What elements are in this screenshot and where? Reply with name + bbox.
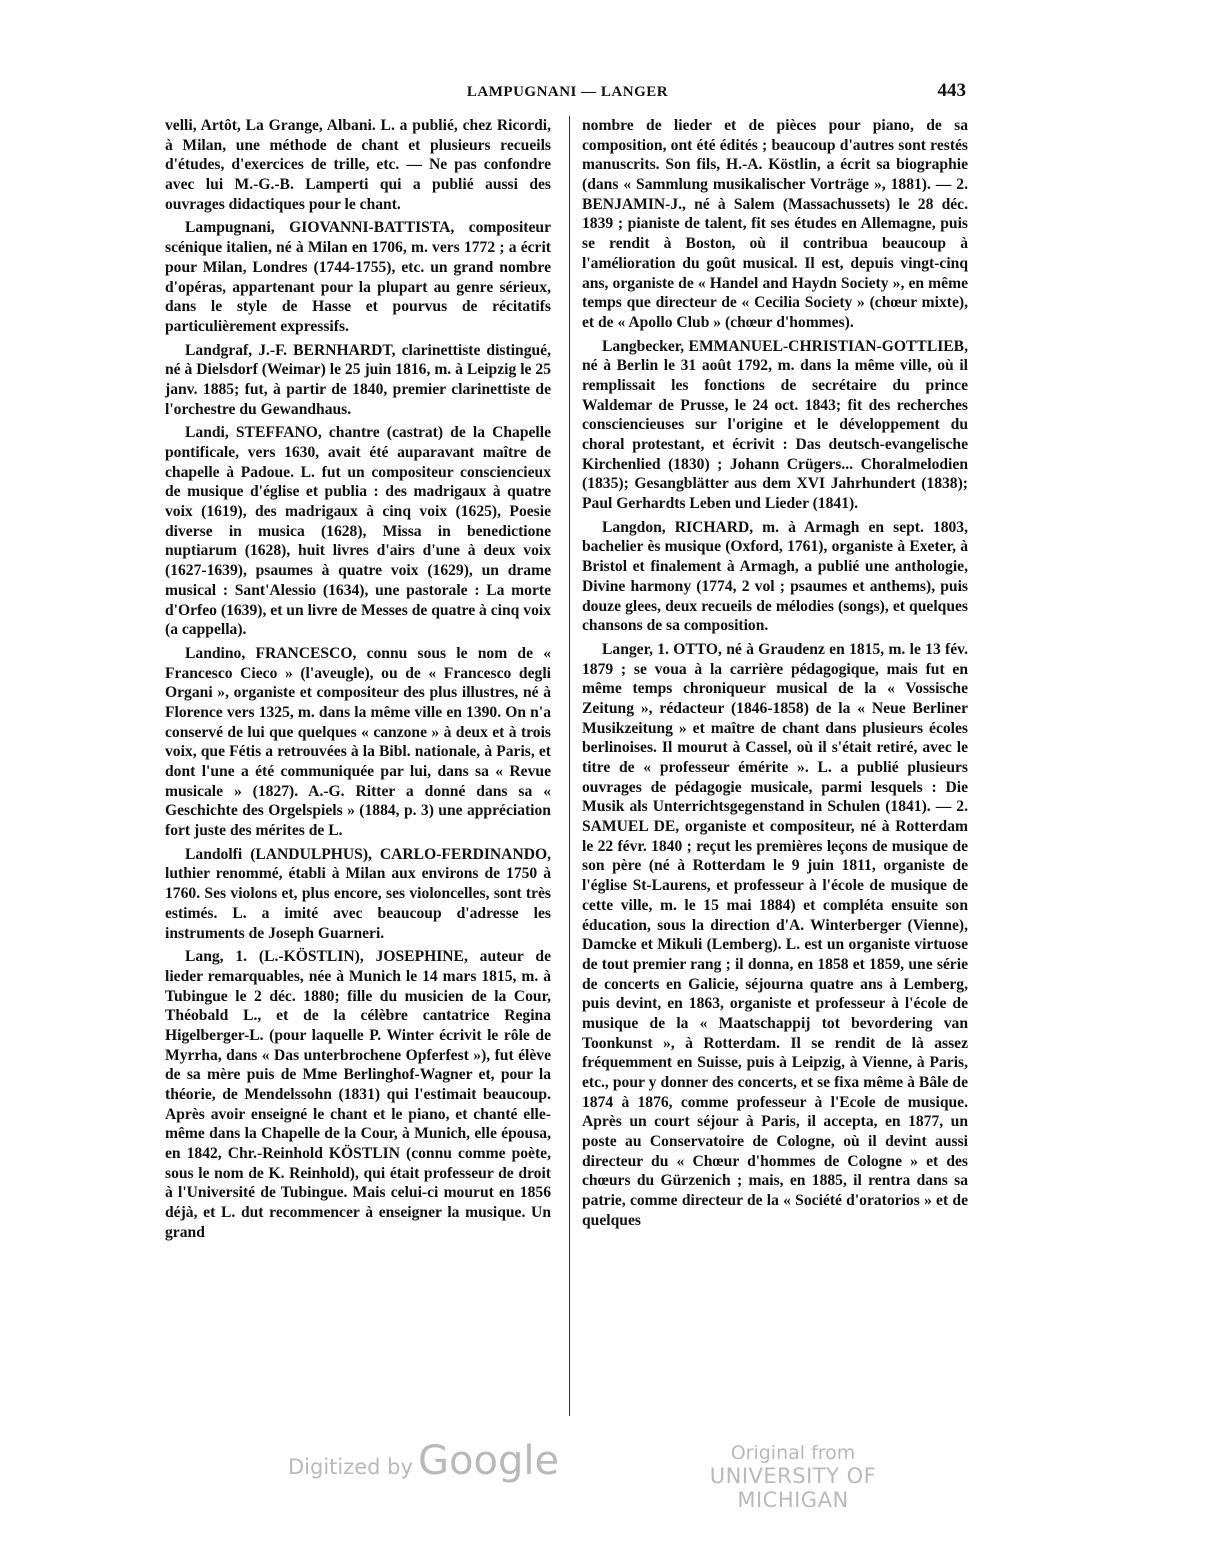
page-number: 443 — [937, 80, 966, 101]
entry-langdon: Langdon, RICHARD, m. à Armagh en sept. 1803, bachelier ès musique (Oxford, 1761), organiste à Exeter, à Bristol et finalement à Armagh, a publié une anthologie, Divine harmony (1774, 2 vol ; psaumes et anthems), puis douze glees, deux recueils de mélodies (songs), et quelques chansons de sa composition. — [582, 518, 968, 635]
entry-langer: Langer, 1. OTTO, né à Graudenz en 1815, m. le 13 fév. 1879 ; se voua à la carrière pédagogique, mais fut en même temps chroniqueur musical de la « Vossische Zeitung », rédacteur (1846-1858) de la « Neue Berliner Musikzeitung » et maître de chant dans plusieurs écoles berlinoises. Il mourut à Cassel, où il s'était retiré, avec le titre de « professeur émérite ». L. a publié plusieurs ouvrages de pédagogie musicale, parmi lesquels : Die Musik als Unterrichtsgegenstand in Schulen (1841). — 2. SAMUEL DE, organiste et compositeur, né à Rotterdam le 22 févr. 1840 ; reçut les premières leçons de musique de son père (né à Rotterdam le 9 juin 1811, organiste de l'église St-Laurens, et professeur à l'école de musique de cette ville, m. le 15 mai 1884) et compléta ensuite son éducation, sous la direction d'A. Winterberger (Vienne), Damcke et Mikuli (Lemberg). L. est un organiste virtuose de tout premier rang ; il donna, en 1858 et 1859, une série de concerts en Galicie, séjourna quatre ans à Lemberg, puis devint, en 1863, organiste et professeur à l'école de musique de la « Maatschappij tot bevordering van Toonkunst », à Rotterdam. Il se rendit de là assez fréquemment en Suisse, puis à Leipzig, à Vienne, à Paris, etc., pour y donner des concerts, et se fixa même à Bâle de 1874 à 1876, comme professeur à l'Ecole de musique. Après un court séjour à Paris, il accepta, en 1877, un poste au Conservatoire de Cologne, où il devint aussi directeur du « Chœur d'hommes de Cologne » et des chœurs du Gürzenich ; mais, en 1885, il rentra dans sa patrie, comme directeur de la « Société d'oratorios » et de quelques — [582, 640, 968, 1229]
page-header — [165, 80, 970, 106]
entry-landgraf: Landgraf, J.-F. BERNHARDT, clarinettiste distingué, né à Dielsdorf (Weimar) le 25 juin 1816, m. à Leipzig le 25 janv. 1885; fut, à partir de 1840, premier clarinettiste de l'orchestre du Gewandhaus. — [165, 341, 551, 418]
paragraph: nombre de lieder et de pièces pour piano, de sa composition, ont été édités ; beaucoup d'autres sont restés manuscrits. Son fils, H.-A. Köstlin, a écrit sa biographie (dans « Sammlung musikalischer Vorträge », 1881). — 2. BENJAMIN-J., né à Salem (Massachussets) le 28 déc. 1839 ; pianiste de talent, fit ses études en Allemagne, puis se rendit à Boston, où il contribua beaucoup à l'amélioration du goût musical. Il est, depuis vingt-cinq ans, organiste de « Handel and Haydn Society », en même temps que directeur de « Cecilia Society » (chœur mixte), et de « Apollo Club » (chœur d'hommes). — [582, 117, 968, 331]
entry-landino: Landino, FRANCESCO, connu sous le nom de « Francesco Cieco » (l'aveugle), ou de « Francesco degli Organi », organiste et compositeur des plus illustres, né à Florence vers 1325, m. dans la même ville en 1390. On n'a conservé de lui que quelques « canzone » à deux et à trois voix, que Fétis a retrouvées à la Bibl. nationale, à Paris, et dont l'une a été communiquée par lui, dans sa « Revue musicale » (1827). A.-G. Ritter a donné dans sa « Geschichte des Orgelspiels » (1884, p. 3) une appréciation fort juste des mérites de L. — [165, 644, 551, 840]
digitized-by-watermark — [288, 1438, 559, 1484]
right-column — [582, 116, 968, 1235]
paragraph: velli, Artôt, La Grange, Albani. L. a publié, chez Ricordi, à Milan, une méthode de chant et plusieurs recueils d'études, d'exercices de trille, etc. — Ne pas confondre avec lui M.-G.-B. Lamperti qui a publié aussi des ouvrages didactiques pour le chant. — [165, 117, 551, 213]
running-head: LAMPUGNANI — LANGER — [466, 84, 669, 100]
entry-lampugnani: Lampugnani, GIOVANNI-BATTISTA, compositeur scénique italien, né à Milan en 1706, m. vers 1772 ; a écrit pour Milan, Londres (1744-1755), etc. un grand nombre d'opéras, appartenant pour la plupart au genre sérieux, dans le style de Hasse et pourvus de récitatifs particulièrement expressifs. — [165, 219, 551, 335]
column-divider — [569, 116, 570, 1416]
left-column — [165, 116, 551, 1247]
entry-landi: Landi, STEFFANO, chantre (castrat) de la Chapelle pontificale, vers 1630, avait été auparavant maître de chapelle à Padoue. L. fut un compositeur consciencieux de musique d'église et publia : des madrigaux à quatre voix (1619), des madrigaux à cinq voix (1625), Poesie diverse in musica (1628), Missa in benedictione nuptiarum (1628), huit livres d'airs d'une à deux voix (1627-1639), psaumes à quatre voix (1629), un drame musical : Sant'Alessio (1634), une pastorale : La morte d'Orfeo (1639), et un livre de Messes de quatre à cinq voix (a cappella). — [165, 424, 551, 639]
entry-langbecker: Langbecker, EMMANUEL-CHRISTIAN-GOTTLIEB, né à Berlin le 31 août 1792, m. dans la même ville, où il remplissait les fonctions de secrétaire du prince Waldemar de Prusse, le 24 oct. 1843; fit des recherches consciencieuses sur l'origine et le développement du choral protestant, et écrivit : Das deutsch-evangelische Kirchenlied (1830) ; Johann Crügers... Choralmelodien (1835); Gesangblätter aus dem XVI Jahrhundert (1838); Paul Gerhardts Leben und Lieder (1841). — [582, 337, 968, 513]
entry-landolfi: Landolfi (LANDULPHUS), CARLO-FERDINANDO, luthier renommé, établi à Milan aux environs de 1750 à 1760. Ses violons et, plus encore, ses violoncelles, sont très estimés. L. a imité avec beaucoup d'adresse les instruments de Joseph Guarneri. — [165, 845, 551, 942]
original-from-label: Original from — [730, 1442, 856, 1464]
digitized-prefix: Digitized by — [288, 1455, 413, 1479]
original-from-watermark — [668, 1442, 918, 1512]
entry-lang: Lang, 1. (L.-KÖSTLIN), JOSEPHINE, auteur de lieder remarquables, née à Munich le 14 mars 1815, m. à Tubingue le 2 déc. 1880; fille du musicien de la Cour, Théobald L., et de la célèbre cantatrice Regina Higelberger-L. (pour laquelle P. Winter écrivit le rôle de Myrrha, dans « Das unterbrochene Opferfest »), fut élève de sa mère puis de Mme Berlinghof-Wagner et, pour la théorie, de Mendelssohn (1831) qui l'estimait beaucoup. Après avoir enseigné le chant et le piano, et chanté elle-même dans la Chapelle de la Cour, à Munich, elle épousa, en 1842, Chr.-Reinhold KÖSTLIN (connu comme poète, sous le nom de K. Reinhold), qui était professeur de droit à l'Université de Tubingue. Mais celui-ci mourut en 1856 déjà, et L. dut recommencer à enseigner la musique. Un grand — [165, 948, 551, 1241]
google-logo: Google — [418, 1438, 560, 1484]
university-label: UNIVERSITY OF MICHIGAN — [709, 1464, 877, 1512]
